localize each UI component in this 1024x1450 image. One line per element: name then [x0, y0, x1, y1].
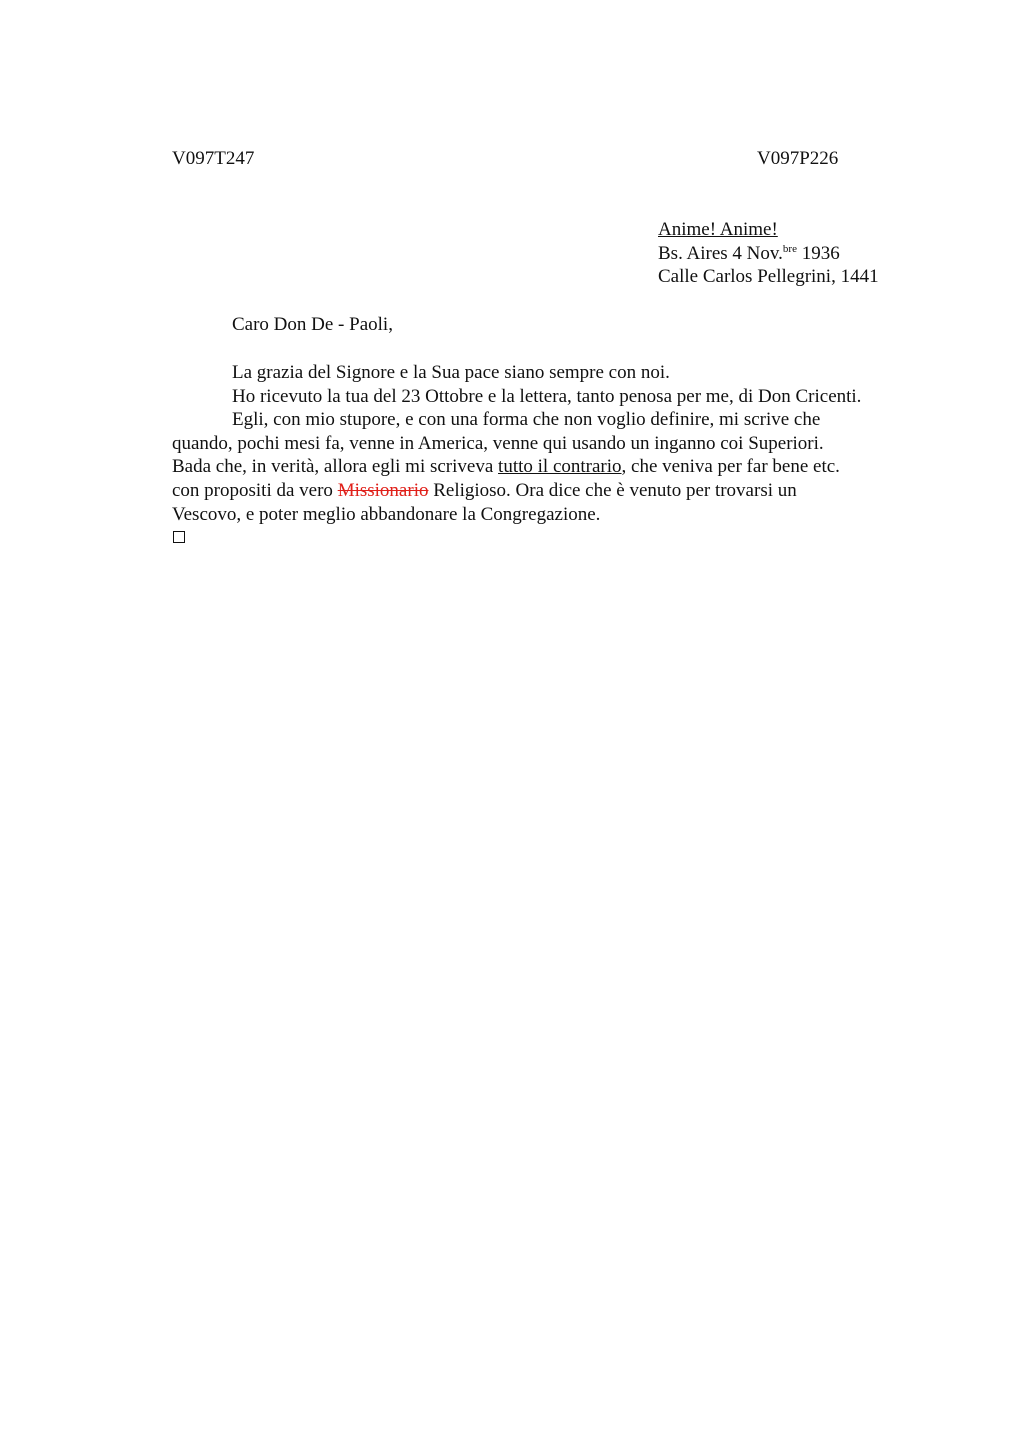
- paragraph-main-line-2: quando, pochi mesi fa, venne in America, venne qui usando un inganno coi Superiori.: [172, 432, 824, 454]
- paragraph-main-line-3: [172, 455, 932, 479]
- paragraph-main-line-5: Vescovo, e poter meglio abbandonare la Congregazione.: [172, 503, 601, 525]
- struck-word: Missionario: [337, 479, 429, 501]
- letter-body: [172, 361, 932, 526]
- doc-code-right: V097P226: [757, 148, 839, 169]
- line4-pre: con propositi da vero: [172, 479, 338, 501]
- sender-address: Calle Carlos Pellegrini, 1441: [658, 266, 879, 287]
- paragraph-main-line-1: Egli, con mio stupore, e con una forma che non voglio definire, mi scrive che: [232, 409, 821, 431]
- doc-code-left: V097T247: [172, 148, 255, 169]
- motto-text: Anime! Anime!: [658, 219, 778, 240]
- letter-date: [658, 242, 879, 266]
- underlined-phrase: tutto il contrario: [498, 456, 622, 478]
- salutation: Caro Don De - Paoli,: [232, 314, 393, 335]
- paragraph-main-line-4: [172, 479, 932, 503]
- paragraph-received: Ho ricevuto la tua del 23 Ottobre e la lettera, tanto penosa per me, di Don Cricenti.: [232, 385, 862, 407]
- line4-post: Religioso. Ora dice che è venuto per trovarsi un: [428, 479, 797, 501]
- line3-post: , che veniva per far bene etc.: [621, 456, 840, 478]
- paragraph-greeting: La grazia del Signore e la Sua pace siano sempre con noi.: [232, 362, 670, 383]
- motto: [658, 218, 879, 242]
- letter-header: [658, 218, 879, 289]
- date-prefix: Bs. Aires 4 Nov.: [658, 242, 783, 264]
- end-marker-box: [173, 531, 185, 543]
- paragraph-main: [172, 408, 932, 526]
- line3-pre: Bada che, in verità, allora egli mi scriveva: [172, 456, 499, 478]
- date-year: 1936: [801, 242, 840, 264]
- date-superscript: bre: [782, 242, 797, 255]
